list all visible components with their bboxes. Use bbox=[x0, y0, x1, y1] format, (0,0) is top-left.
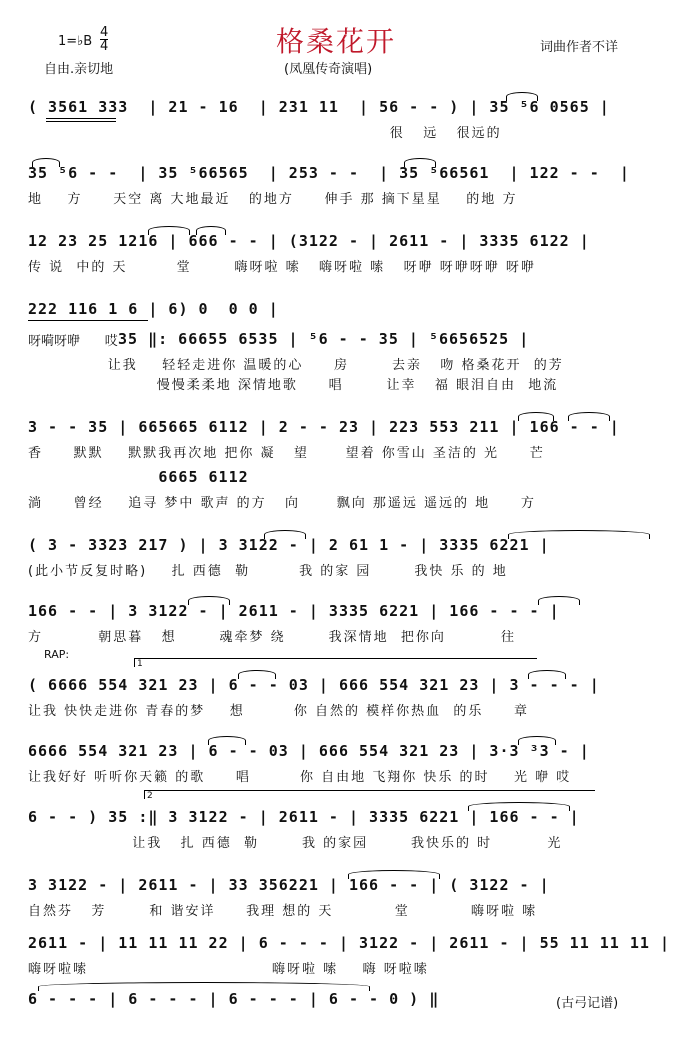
notation-line: 166 - - | 3 3122 - | 2611 - | 3335 6221 | 166 - - - | bbox=[28, 602, 560, 620]
score-system-10 bbox=[28, 676, 658, 726]
slur-mark bbox=[148, 226, 190, 235]
volta-bracket-2 bbox=[144, 790, 595, 799]
notation-line: 35 ⁵6 - - | 35 ⁵66565 | 253 - - | 35 ⁵66561 | 122 - - | bbox=[28, 164, 630, 182]
score-system-5 bbox=[28, 330, 658, 396]
slur-mark bbox=[32, 158, 60, 167]
score-system-12 bbox=[28, 808, 658, 858]
tie-mark bbox=[38, 982, 370, 991]
beam-underline bbox=[46, 121, 116, 122]
notation-line: ( 3561 333 | 21 - 16 | 231 11 | 56 - - ) | 35 ⁵6 0565 | bbox=[28, 98, 610, 116]
slur-mark bbox=[518, 412, 554, 421]
notation-line: 12 23 25 1216 | 666 - - | (3122 - | 2611 - | 3335 6122 | bbox=[28, 232, 590, 250]
score-system-2 bbox=[28, 164, 658, 214]
transcriber-credit: (古弓记谱) bbox=[556, 996, 619, 1011]
notation-line: 222 116 1 6 | 6) 0 0 0 | bbox=[28, 300, 279, 318]
slur-mark bbox=[568, 412, 610, 421]
beam-underline bbox=[46, 118, 116, 119]
composer-credit: 词曲作者不详 bbox=[540, 40, 619, 55]
lyric-line: 地 方 天空 离 大地最近 的地方 伸手 那 摘下星星 的地 方 bbox=[28, 192, 518, 207]
notation-line: 3 - - 35 | 665665 6112 | 2 - - 23 | 223 553 211 | 166 - - | bbox=[28, 418, 620, 436]
score-system-13 bbox=[28, 876, 658, 926]
slur-mark bbox=[196, 226, 226, 235]
lyric-line: 很 远 很远的 bbox=[28, 126, 502, 141]
notation-line: 3 3122 - | 2611 - | 33 356221 | 166 - - | ( 3122 - | bbox=[28, 876, 550, 894]
notation-line: 6665 6112 bbox=[38, 468, 249, 486]
volta-bracket-1 bbox=[134, 658, 537, 667]
slur-mark bbox=[508, 530, 650, 539]
lyric-line: 慢慢柔柔地 深情地歌 唱 让幸 福 眼泪自由 地流 bbox=[28, 378, 559, 393]
score-system-9 bbox=[28, 602, 658, 652]
score-system-8 bbox=[28, 536, 658, 586]
lyric-line: 传 说 中的 天 堂 嗨呀啦 嗦 嗨呀啦 嗦 呀咿 呀咿呀咿 呀咿 bbox=[28, 260, 536, 275]
slur-mark bbox=[528, 670, 566, 679]
notation-line: 2611 - | 11 11 11 22 | 6 - - - | 3122 - | 2611 - | 55 11 11 11 | bbox=[28, 934, 670, 952]
score-system-14 bbox=[28, 934, 670, 984]
lyric-line: 让我好好 听听你天籁 的歌 唱 你 自由地 飞翔你 快乐 的时 光 咿 哎 bbox=[28, 770, 572, 785]
slur-mark bbox=[348, 870, 440, 879]
slur-mark bbox=[208, 736, 246, 745]
lyric-line: 自然芬 芳 和 谐安详 我理 想的 天 堂 嗨呀啦 嗦 bbox=[28, 904, 538, 919]
notation-line: ( 6666 554 321 23 | 6 - - 03 | 666 554 321 23 | 3 - - - | bbox=[28, 676, 600, 694]
notation-line: 6 - - ) 35 :‖ 3 3122 - | 2611 - | 3335 6221 | 166 - - | bbox=[28, 808, 580, 826]
song-title: 格桑花开 bbox=[276, 25, 397, 58]
slur-mark bbox=[238, 670, 276, 679]
slur-mark bbox=[518, 736, 556, 745]
score-system-11 bbox=[28, 742, 658, 792]
lyric-line: 淌 曾经 追寻 梦中 歌声 的方 向 飘向 那遥远 遥远的 地 方 bbox=[28, 496, 536, 511]
tempo-marking: 自由.亲切地 bbox=[44, 62, 114, 77]
notation-line: 35 ‖: 66655 6535 | ⁵6 - - 35 | ⁵6656525 | bbox=[118, 330, 530, 348]
volta-number: 1 bbox=[137, 659, 143, 669]
time-numerator: 4 bbox=[100, 25, 109, 40]
lyric-line: 让我 扎 西德 勒 我 的家园 我快乐的 时 光 bbox=[28, 836, 563, 851]
lyric-line: 香 默默 默默我再次地 把你 凝 望 望着 你雪山 圣洁的 光 芒 bbox=[28, 446, 545, 461]
lyric-line: 嗨呀啦嗦 嗨呀啦 嗦 嗨 呀啦嗦 bbox=[28, 962, 429, 977]
time-signature bbox=[100, 26, 108, 53]
score-system-4 bbox=[28, 300, 658, 326]
song-subtitle: (凤凰传奇演唱) bbox=[284, 62, 373, 77]
lyric-line: (此小节反复时略) 扎 西德 勒 我 的家 园 我快 乐 的 地 bbox=[28, 564, 508, 579]
slur-mark bbox=[506, 92, 538, 101]
score-system-7 bbox=[28, 468, 658, 518]
beam-underline bbox=[28, 320, 148, 321]
score-system-6 bbox=[28, 418, 658, 468]
slur-mark bbox=[264, 530, 306, 539]
volta-number: 2 bbox=[147, 791, 153, 801]
lyric-line: 让我 轻轻走进你 温暖的心 房 去亲 吻 格桑花开 的芳 bbox=[28, 358, 564, 373]
notation-line: ( 3 - 3323 217 ) | 3 3122 - | 2 61 1 - | 3335 6221 | bbox=[28, 536, 550, 554]
lyric-line: 让我 快快走进你 青春的梦 想 你 自然的 模样你热血 的乐 章 bbox=[28, 704, 530, 719]
notation-line: 6666 554 321 23 | 6 - - 03 | 666 554 321 23 | 3·3 ³3 - | bbox=[28, 742, 590, 760]
notation-line: 6 - - - | 6 - - - | 6 - - - | 6 - - 0 ) ‖ bbox=[28, 990, 440, 1008]
key-signature: 1=♭B bbox=[58, 34, 93, 49]
rap-label: RAP: bbox=[44, 648, 70, 661]
score-system-1 bbox=[28, 98, 658, 148]
slur-mark bbox=[188, 596, 230, 605]
lyric-line: 方 朝思暮 想 魂牵梦 绕 我深情地 把你向 往 bbox=[28, 630, 517, 645]
score-system-3 bbox=[28, 232, 658, 282]
slur-mark bbox=[538, 596, 580, 605]
slur-mark bbox=[404, 158, 436, 167]
lyric-line-left: 呀嗬呀咿 哎 bbox=[28, 334, 118, 349]
slur-mark bbox=[468, 802, 570, 811]
time-denominator: 4 bbox=[100, 39, 109, 54]
